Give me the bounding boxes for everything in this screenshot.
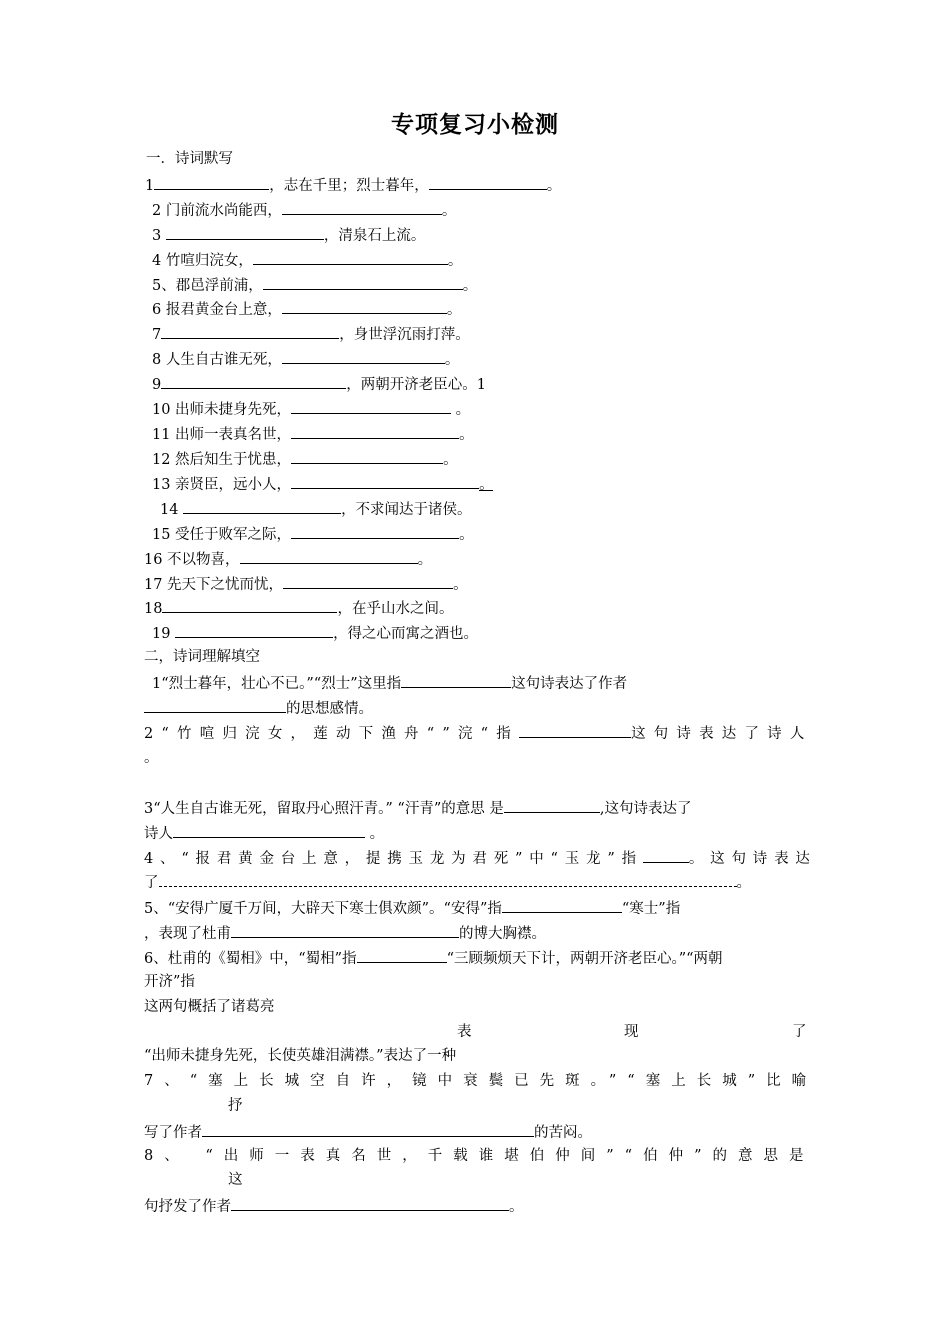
blank[interactable] [166,224,324,240]
blank[interactable] [643,847,689,863]
list-item: 3 ，清泉石上流。 [152,224,425,246]
blank[interactable] [283,573,453,589]
question-3-line-2: 诗人 。 [144,822,384,844]
list-item: 12 然后知生于忧患， 。 [152,448,458,470]
blank[interactable] [159,872,737,887]
question-2-line-2: 。 [144,750,159,766]
list-item: 10 出师未捷身先死， 。 [152,398,470,420]
blank[interactable] [291,473,479,489]
list-item: 17 先天下之忧而忧， 。 [144,573,468,595]
question-6-text: 了 [792,1024,807,1040]
section-1-heading: 一．诗词默写 [146,151,233,167]
question-8-line-3: 句抒发了作者 。 [144,1195,524,1217]
list-item: 9 ，两朝开济老臣心。1 [152,373,486,395]
blank[interactable] [291,423,459,439]
blank[interactable] [202,1121,534,1137]
blank[interactable] [154,174,269,190]
list-item: 6 报君黄金台上意， 。 [152,298,461,320]
question-4-line-1: 4、“报君黄金台上意，提携玉龙为君死”中“玉龙”指 。这句诗表达 [144,847,817,869]
question-1-line-2: 的思想感情。 [144,697,373,719]
list-item: 7 ，身世浮沉雨打萍。 [152,323,470,345]
blank[interactable] [240,548,418,564]
question-8-text: 这 [228,1172,243,1188]
blank[interactable] [263,274,463,290]
question-8-line-1: 8、 “出师一表真名世，千载谁堪伯仲间”“伯仲”的意思是 [144,1148,815,1164]
blank[interactable] [291,398,451,414]
question-1-line-1: 1“烈士暮年，壮心不已。”“烈士”这里指 这句诗表达了作者 [152,672,627,694]
list-item: 2 门前流水尚能西， 。 [152,199,456,221]
blank[interactable] [502,897,622,913]
blank[interactable] [162,597,337,613]
question-4-line-2: 了 。 [144,872,751,893]
question-7-line-3: 写了作者 的苦闷。 [144,1121,592,1143]
blank[interactable] [357,947,447,963]
blank[interactable] [161,373,346,389]
blank[interactable] [231,1195,509,1211]
question-6-line-5: “出师未捷身先死，长使英雄泪满襟。”表达了一种 [144,1048,457,1064]
blank[interactable] [231,922,459,938]
list-item: 16 不以物喜， 。 [144,548,432,570]
blank[interactable] [175,622,333,638]
question-6-text: 表 [457,1024,472,1040]
question-6-text: 现 [624,1024,639,1040]
page-title: 专项复习小检测 [391,111,559,138]
list-item: 13 亲贤臣，远小人， 。 [152,473,493,495]
question-7-line-1: 7、“塞上长城空自许，镜中衰鬓已先斑。”“塞上长城”比喻 [144,1073,818,1089]
blank[interactable] [291,523,459,539]
list-item: 15 受任于败军之际， 。 [152,523,474,545]
blank[interactable] [282,348,445,364]
blank[interactable] [519,722,631,738]
blank[interactable] [504,797,600,813]
list-item: 18 ，在乎山水之间。 [144,597,453,619]
blank[interactable] [282,199,442,215]
blank[interactable] [173,822,365,838]
list-item: 14 ，不求闻达于诸侯。 [160,498,472,520]
question-5-line-1: 5、“安得广厦千万间，大辟天下寒士俱欢颜”。“安得”指 “寒士”指 [144,897,680,919]
blank[interactable] [183,498,341,514]
blank[interactable] [253,249,448,265]
blank[interactable] [282,298,447,314]
blank[interactable] [401,672,511,688]
blank[interactable] [161,323,339,339]
blank[interactable] [429,174,547,190]
section-2-heading: 二，诗词理解填空 [144,649,260,665]
question-3-line-1: 3“人生自古谁无死，留取丹心照汗青。” “汗青”的意思 是 ,这句诗表达了 [144,797,691,819]
question-6-line-3: 这两句概括了诸葛亮 [144,999,275,1015]
list-item: 19 ，得之心而寓之酒也。 [152,622,478,644]
list-item: 1 ，志在千里；烈士暮年， 。 [145,174,561,196]
list-item: 5、郡邑浮前浦， 。 [152,274,477,296]
list-item: 11 出师一表真名世， 。 [152,423,474,445]
list-item: 4 竹喧归浣女， 。 [152,249,462,271]
blank[interactable] [291,448,443,464]
question-2-line-1: 2“竹喧归浣女，莲动下渔舟“”浣“指 这句诗表达了诗人 [144,722,813,744]
question-6-line-1: 6、杜甫的《蜀相》中，“蜀相”指 “三顾频烦天下计，两朝开济老臣心。”“两朝 [144,947,723,969]
blank[interactable] [144,697,286,713]
list-item: 8 人生自古谁无死， 。 [152,348,459,370]
question-7-text: 抒 [228,1098,243,1114]
question-5-line-2: ，表现了杜甫 的博大胸襟。 [144,922,546,944]
question-6-line-2: 开济”指 [144,974,195,990]
